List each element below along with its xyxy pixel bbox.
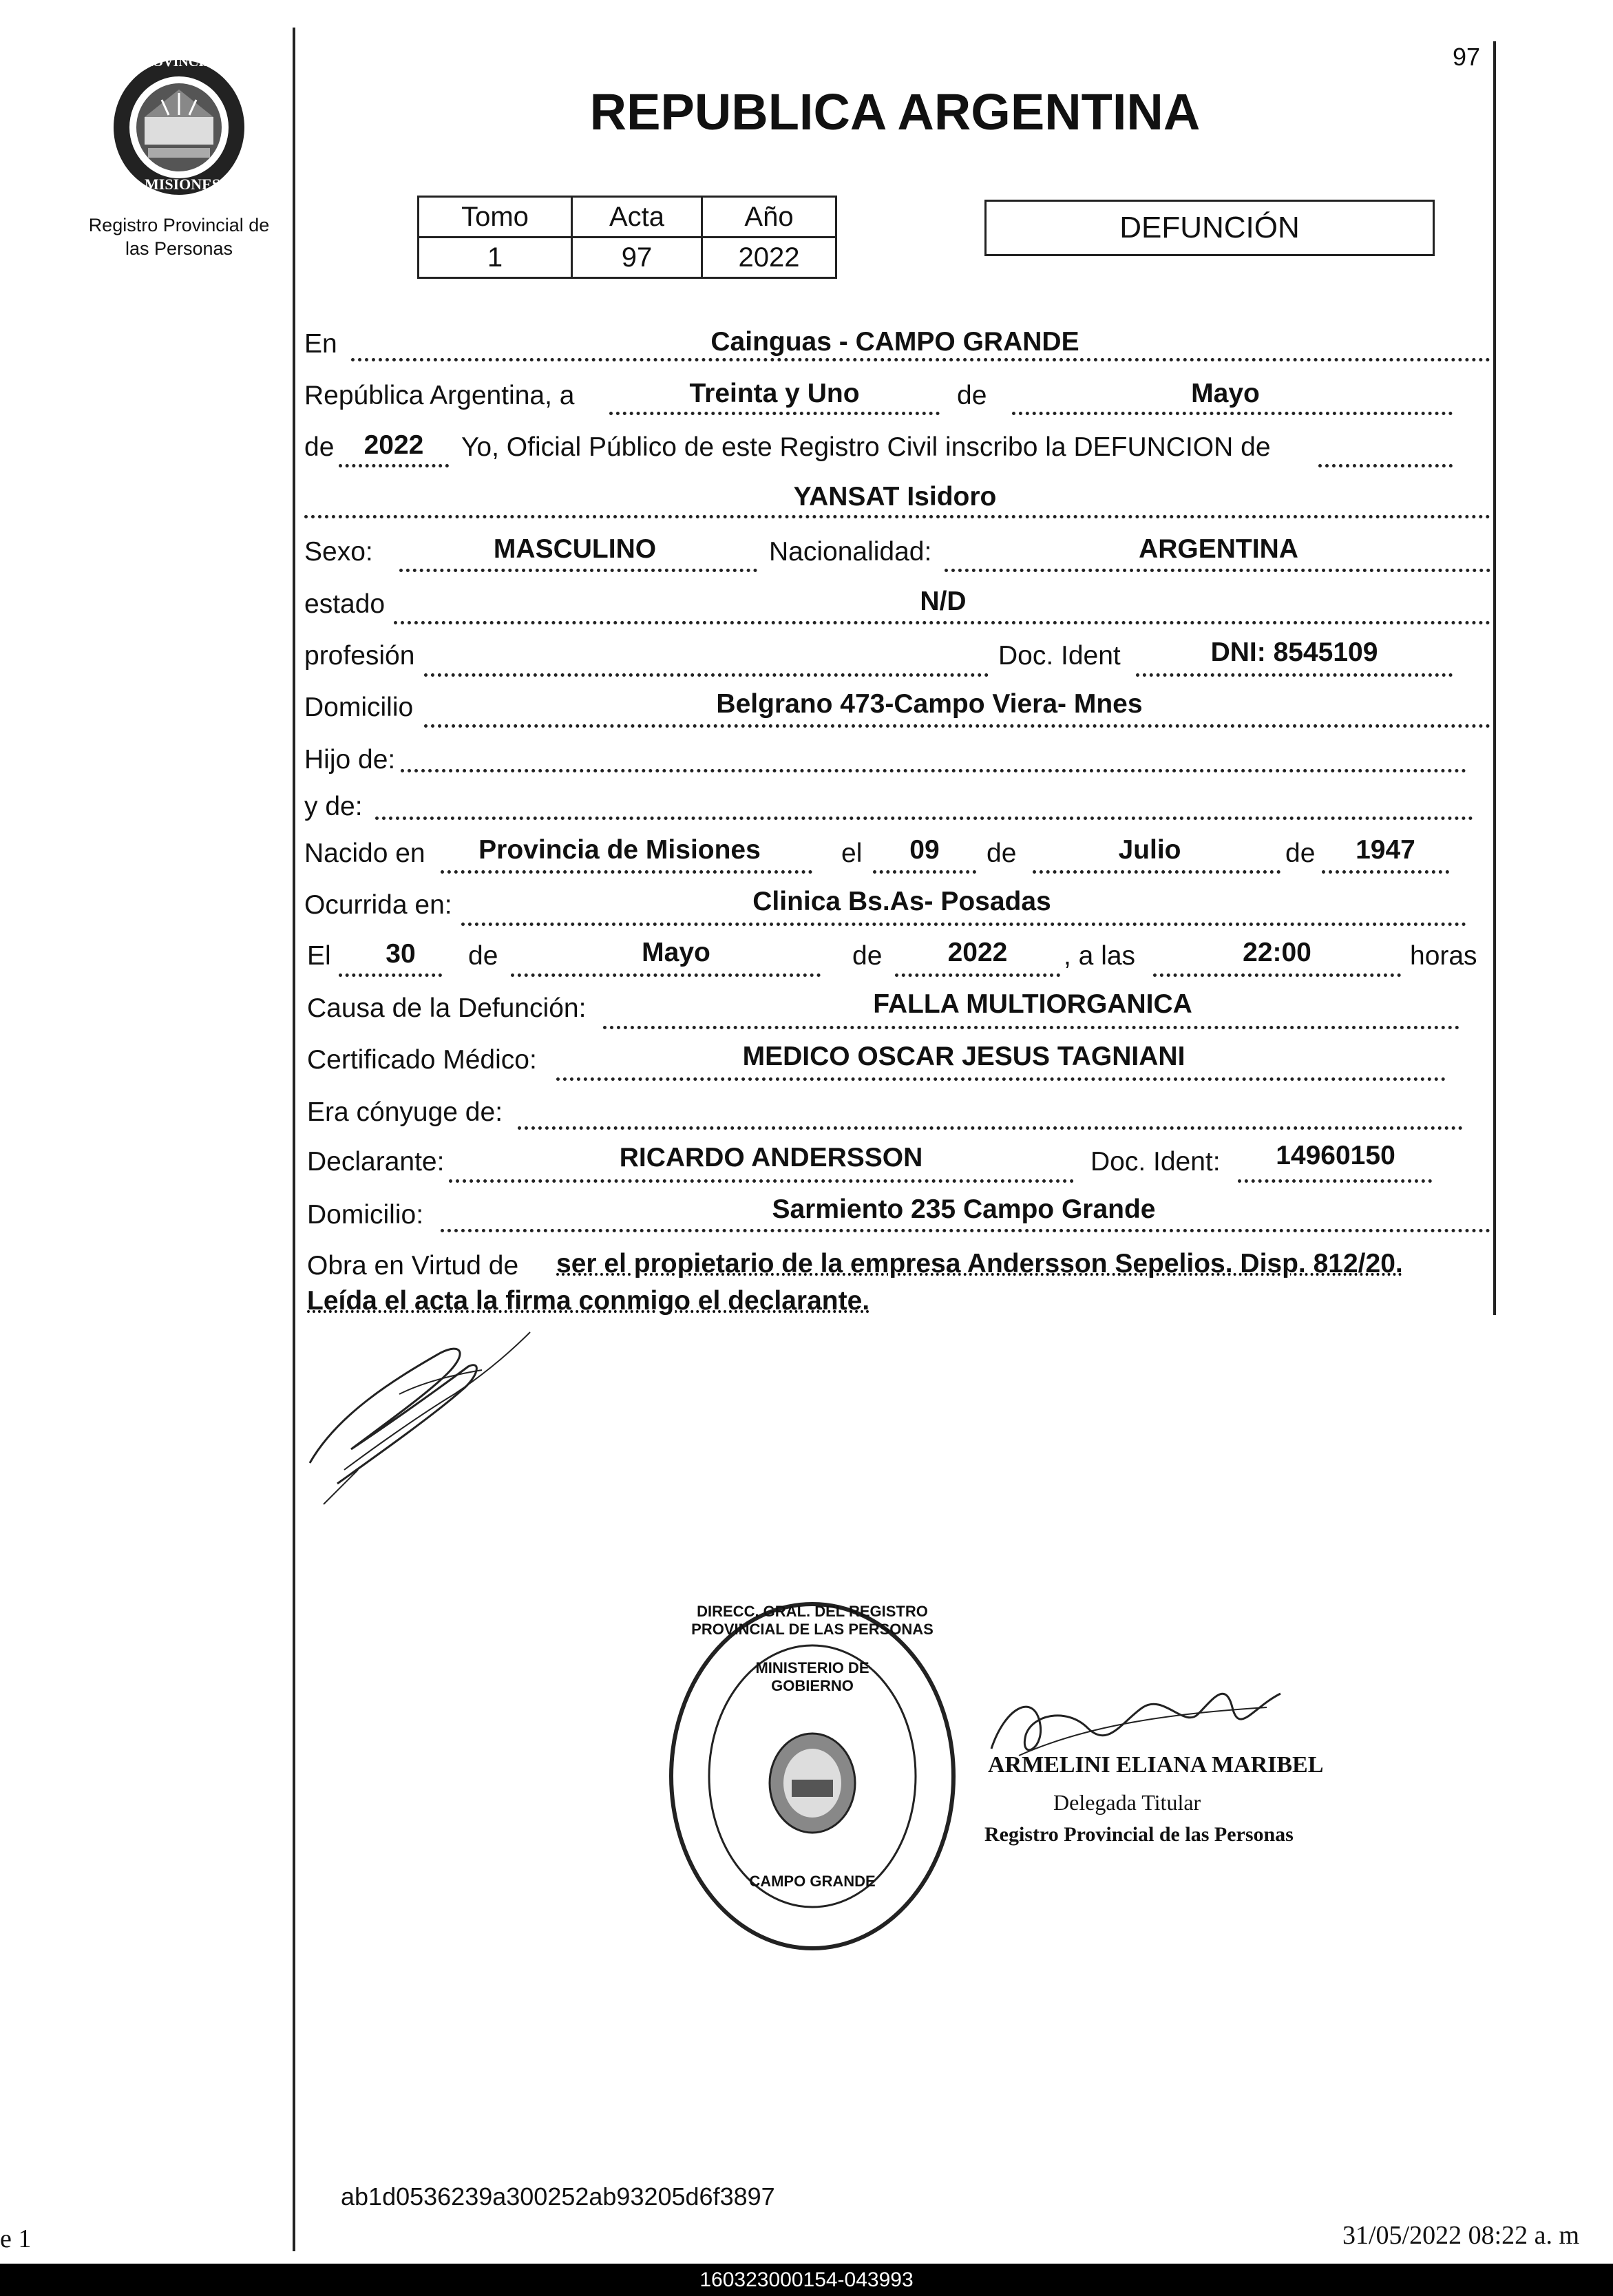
document-hash: ab1d0536239a300252ab93205d6f3897 <box>341 2182 775 2211</box>
y-de-dots <box>375 817 1473 820</box>
official-title: Delegada Titular <box>1053 1790 1201 1815</box>
official-stamp <box>664 1597 960 1955</box>
sexo-value: MASCULINO <box>493 534 657 564</box>
record-type-label: DEFUNCIÓN <box>1119 211 1300 244</box>
month-value: Mayo <box>1191 379 1260 408</box>
death-time: 22:00 <box>1243 938 1311 967</box>
death-month: Mayo <box>642 938 710 967</box>
obra-label: Obra en Virtud de <box>307 1251 519 1281</box>
statement-dots <box>1318 464 1453 467</box>
causa-label: Causa de la Defunción: <box>307 993 587 1023</box>
conyuge-dots <box>518 1126 1463 1130</box>
record-type-box <box>984 200 1435 256</box>
causa-value: FALLA MULTIORGANICA <box>873 989 1192 1019</box>
hijo-label: Hijo de: <box>304 745 396 775</box>
name-dots <box>304 515 1490 518</box>
profesion-label: profesión <box>304 641 415 671</box>
obra-text: ser el propietario de la empresa Andersson Sepelios. Disp. 812/20. <box>556 1249 1403 1278</box>
acta-header: Acta <box>572 197 702 238</box>
print-timestamp: 31/05/2022 08:22 a. m <box>1342 2221 1580 2250</box>
day-dots <box>609 412 940 415</box>
declarante-value: RICARDO ANDERSSON <box>619 1143 923 1172</box>
page-fragment: e 1 <box>0 2224 32 2253</box>
nacido-label: Nacido en <box>304 839 425 868</box>
year-value: 2022 <box>363 430 424 460</box>
death-de-label: de <box>468 941 498 971</box>
domicilio2-value: Sarmiento 235 Campo Grande <box>772 1194 1156 1224</box>
anio-value: 2022 <box>702 238 836 278</box>
hijo-dots <box>401 769 1466 772</box>
death-year-dots <box>895 973 1060 977</box>
certificado-label: Certificado Médico: <box>307 1045 537 1075</box>
en-dots <box>351 358 1490 361</box>
nacionalidad-value: ARGENTINA <box>1139 534 1298 564</box>
ocurrida-value: Clinica Bs.As- Posadas <box>752 887 1051 916</box>
crest-text-top: PROVINCIA DE <box>134 54 236 70</box>
doc-ident-dots <box>1136 673 1453 677</box>
domicilio-value: Belgrano 473-Campo Viera- Mnes <box>716 689 1143 719</box>
a-las-label: , a las <box>1064 941 1136 971</box>
el-label: el <box>841 839 863 868</box>
birth-month: Julio <box>1118 835 1181 865</box>
en-value: Cainguas - CAMPO GRANDE <box>710 327 1079 357</box>
en-label: En <box>304 329 337 359</box>
barcode-bar <box>0 2264 1613 2296</box>
left-margin-line <box>293 28 295 2251</box>
official-name: ARMELINI ELIANA MARIBEL <box>988 1752 1324 1778</box>
causa-dots <box>603 1026 1459 1029</box>
certificado-dots <box>556 1077 1446 1081</box>
domicilio-dots <box>424 724 1490 728</box>
right-margin-line <box>1493 41 1496 1315</box>
doc-ident-label: Doc. Ident <box>998 641 1121 671</box>
sexo-dots <box>399 569 757 572</box>
declarante-doc: 14960150 <box>1276 1141 1395 1170</box>
el-date-label: El <box>307 941 331 971</box>
death-day: 30 <box>386 939 416 969</box>
domicilio2-dots <box>441 1229 1490 1232</box>
birth-de-label: de <box>987 839 1017 868</box>
de-label: de <box>957 381 987 410</box>
estado-dots <box>394 621 1490 624</box>
birth-year: 1947 <box>1356 835 1415 865</box>
domicilio2-label: Domicilio: <box>307 1200 424 1230</box>
record-table <box>417 196 837 279</box>
y-de-label: y de: <box>304 792 363 821</box>
tomo-header: Tomo <box>419 197 572 238</box>
doc-ident-value: DNI: 8545109 <box>1210 638 1378 667</box>
stamp-ring-text: DIRECC. GRAL. DEL REGISTRO PROVINCIAL DE LAS PERSONAS <box>691 1603 934 1638</box>
republica-label: República Argentina, a <box>304 381 575 410</box>
declarante-dots <box>449 1179 1074 1183</box>
nacionalidad-label: Nacionalidad: <box>769 537 932 567</box>
page-number: 97 <box>1453 43 1481 71</box>
deceased-name: YANSAT Isidoro <box>793 482 997 512</box>
death-day-dots <box>339 973 442 977</box>
month-dots <box>1012 412 1453 415</box>
birth-month-dots <box>1033 870 1280 874</box>
official-office: Registro Provincial de las Personas <box>984 1823 1294 1846</box>
declarante-doc-dots <box>1238 1179 1432 1183</box>
domicilio-label: Domicilio <box>304 693 414 722</box>
declarant-signature <box>296 1312 606 1511</box>
ocurrida-label: Ocurrida en: <box>304 890 452 920</box>
birth-year-de-label: de <box>1285 839 1316 868</box>
document-title: REPUBLICA ARGENTINA <box>589 83 1201 140</box>
profesion-dots <box>424 673 989 677</box>
birth-day-dots <box>873 870 976 874</box>
ocurrida-dots <box>461 923 1466 926</box>
conyuge-label: Era cónyuge de: <box>307 1097 503 1127</box>
death-time-dots <box>1153 973 1401 977</box>
declarante-doc-label: Doc. Ident: <box>1090 1147 1221 1177</box>
declarante-label: Declarante: <box>307 1147 445 1177</box>
province-crest-logo <box>107 52 251 196</box>
birth-day: 09 <box>909 835 940 865</box>
crest-text-bottom: MISIONES <box>145 176 221 193</box>
acta-value: 97 <box>572 238 702 278</box>
death-year: 2022 <box>947 938 1008 967</box>
nacido-value: Provincia de Misiones <box>478 835 761 865</box>
tomo-value: 1 <box>419 238 572 278</box>
year-de-label: de <box>304 432 335 462</box>
stamp-bottom-text: CAMPO GRANDE <box>749 1873 876 1890</box>
death-year-de-label: de <box>852 941 883 971</box>
anio-header: Año <box>702 197 836 238</box>
stamp-inner-text: MINISTERIO DE GOBIERNO <box>755 1659 869 1694</box>
year-dots <box>339 464 449 467</box>
estado-value: N/D <box>920 587 967 616</box>
closing-text: Leída el acta la firma conmigo el declarante. <box>307 1286 870 1316</box>
registry-name-line1: Registro Provincial de <box>88 215 270 235</box>
day-words: Treinta y Uno <box>689 379 860 408</box>
estado-label: estado <box>304 589 386 619</box>
registry-name-line2: las Personas <box>125 238 233 259</box>
nacido-dots <box>441 870 812 874</box>
statement-text: Yo, Oficial Público de este Registro Civil inscribo la DEFUNCION de <box>461 432 1271 462</box>
sexo-label: Sexo: <box>304 537 373 567</box>
horas-label: horas <box>1410 941 1477 971</box>
barcode-text: 160323000154-043993 <box>699 2268 914 2291</box>
birth-year-dots <box>1322 870 1449 874</box>
certificado-value: MEDICO OSCAR JESUS TAGNIANI <box>742 1042 1185 1071</box>
death-month-dots <box>511 973 821 977</box>
nacionalidad-dots <box>945 569 1490 572</box>
